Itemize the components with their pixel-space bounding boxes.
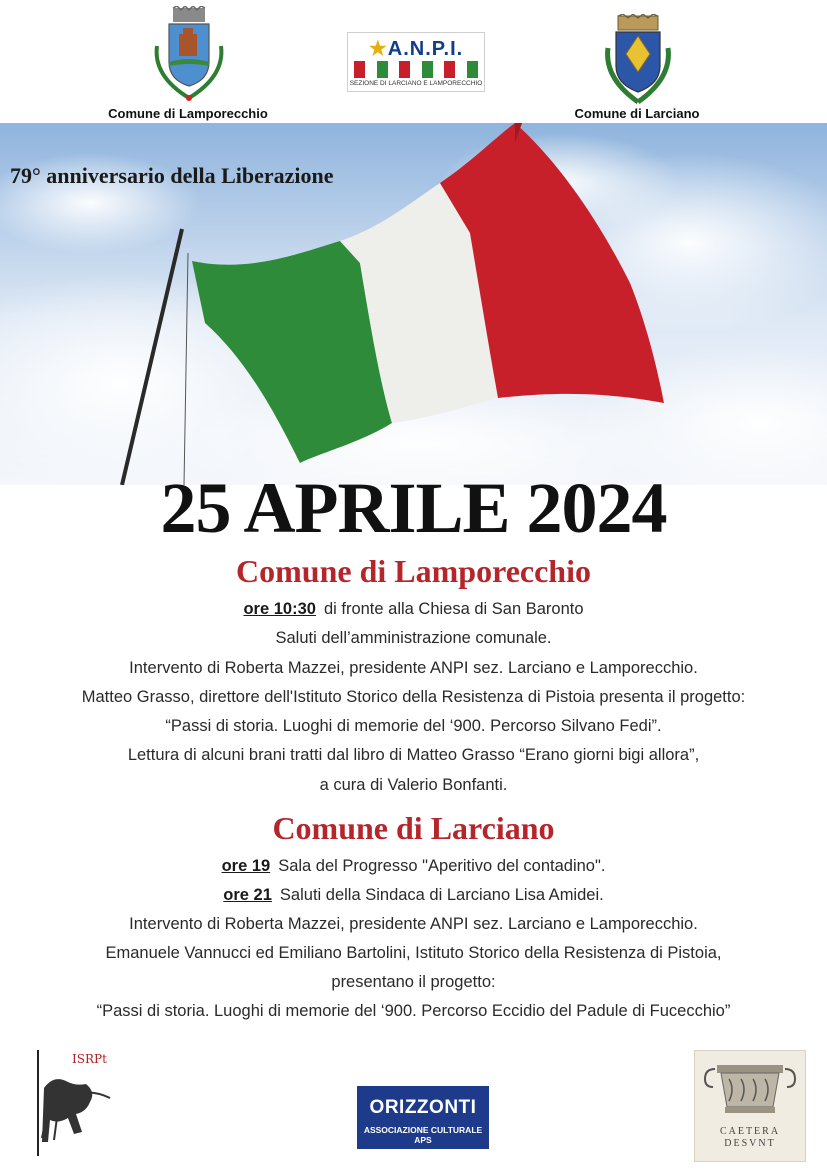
program-line: a cura di Valerio Bonfanti.: [319, 776, 508, 794]
lamporecchio-section-title: Comune di Lamporecchio: [236, 553, 591, 589]
event-time: ore 19: [221, 857, 271, 875]
star-icon: ★: [368, 38, 388, 60]
isrpt-label: ISRPt: [72, 1052, 107, 1066]
orizzonti-title: ORIZZONTI: [369, 1097, 477, 1118]
event-description: Saluti della Sindaca di Larciano Lisa Amidei.: [279, 886, 604, 904]
anniversary-text: 79° anniversario della Liberazione: [10, 163, 334, 188]
program-line: Lettura di alcuni brani tratti dal libro di Matteo Grasso “Erano giorni bigi allora”,: [127, 746, 700, 764]
orizzonti-logo: [357, 1086, 489, 1149]
caetera-line2: DESVNT: [724, 1138, 776, 1149]
schedule-line: [0, 600, 827, 619]
program-line: Matteo Grasso, direttore dell'Istituto Storico della Resistenza di Pistoia presenta il progetto:: [81, 688, 746, 706]
program-line: Emanuele Vannucci ed Emiliano Bartolini, Istituto Storico della Resistenza di Pistoia,: [105, 944, 722, 962]
event-location: di fronte alla Chiesa di San Baronto: [323, 600, 584, 618]
event-location: Sala del Progresso "Aperitivo del contadino".: [278, 857, 606, 875]
program-line: Intervento di Roberta Mazzei, presidente ANPI sez. Larciano e Lamporecchio.: [129, 915, 698, 933]
larciano-label: Comune di Larciano: [574, 106, 700, 121]
program-line: Saluti dell’amministrazione comunale.: [275, 629, 552, 647]
lamporecchio-label: Comune di Lamporecchio: [108, 106, 268, 121]
caetera-line1: CAETERA: [719, 1126, 781, 1137]
program-line: “Passi di storia. Luoghi di memorie del ‘900. Percorso Eccidio del Padule di Fucecchio”: [96, 1002, 731, 1020]
program-line: presentano il progetto:: [331, 973, 496, 991]
event-time: ore 21: [223, 886, 272, 904]
capital-column-icon: [695, 1055, 805, 1127]
larciano-section-title: Comune di Larciano: [272, 810, 555, 846]
anpi-subtitle: SEZIONE DI LARCIANO E LAMPORECCHIO: [349, 80, 483, 87]
schedule-line: [0, 886, 827, 905]
event-date-title: 25 APRILE 2024: [160, 468, 667, 548]
program-line: “Passi di storia. Luoghi di memorie del ‘900. Percorso Silvano Fedi”.: [165, 717, 662, 735]
event-time: ore 10:30: [243, 600, 316, 618]
anpi-title: A.N.P.I.: [387, 38, 464, 60]
program-line: Intervento di Roberta Mazzei, presidente ANPI sez. Larciano e Lamporecchio.: [129, 659, 698, 677]
schedule-line: [0, 857, 827, 876]
anpi-logo: [347, 32, 485, 92]
anpi-stripes: [354, 61, 478, 78]
orizzonti-subtitle: ASSOCIAZIONE CULTURALE APS: [363, 1125, 483, 1145]
larciano-crest-icon: [600, 14, 676, 106]
lamporecchio-crest-icon: [147, 6, 231, 106]
caetera-desunt-logo: [694, 1050, 806, 1162]
